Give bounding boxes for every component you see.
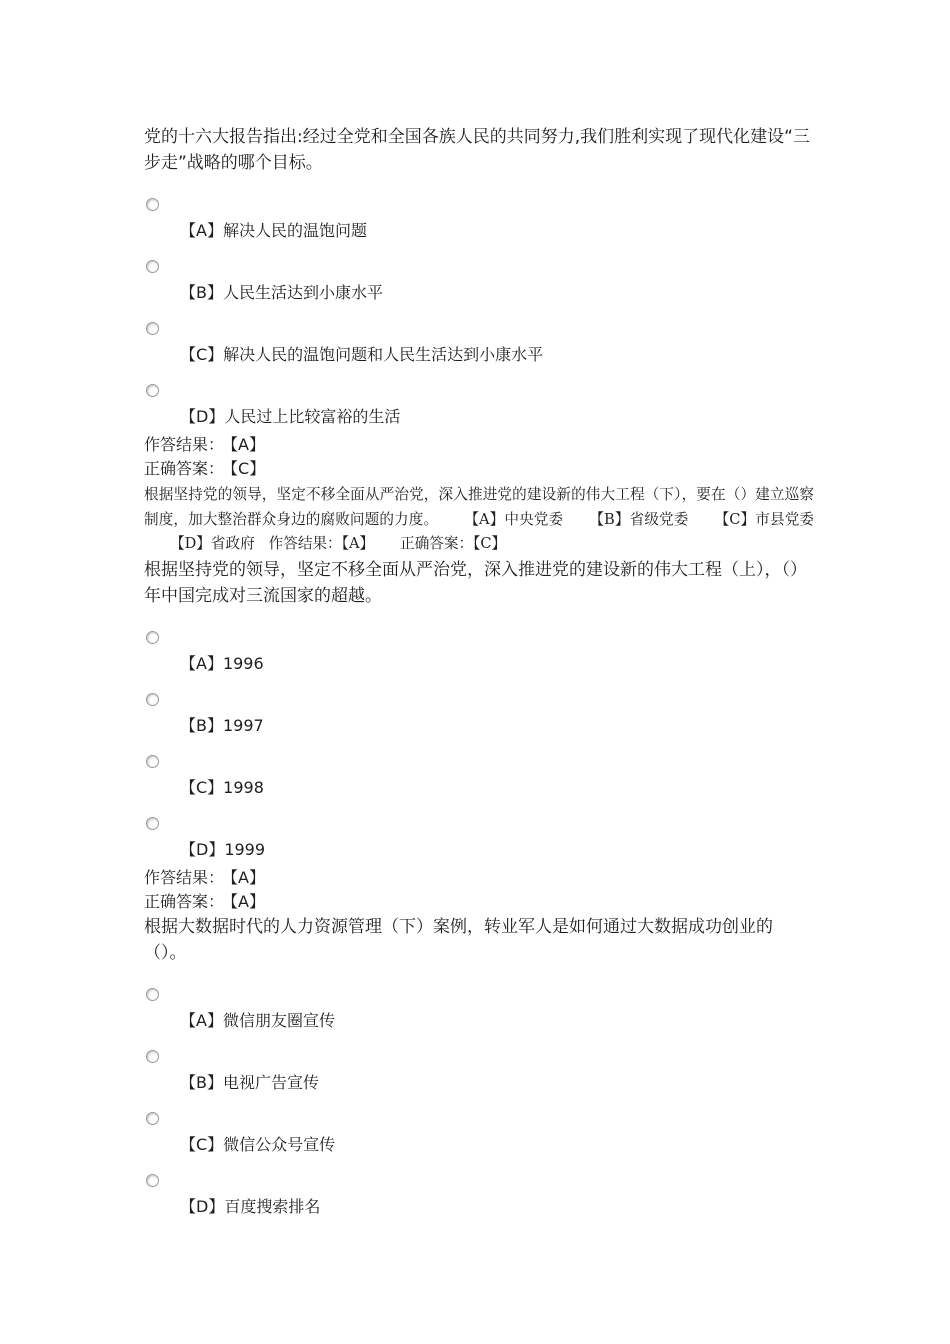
correct-answer-2-value: 【C】: [473, 535, 507, 552]
option-label: 【B】人民生活达到小康水平: [180, 283, 383, 302]
option-label: 【B】1997: [180, 715, 264, 735]
answer-result-2-label: 作答结果：: [268, 535, 342, 552]
radio-icon[interactable]: [146, 384, 159, 397]
option-3d[interactable]: [144, 809, 814, 871]
radio-icon[interactable]: [146, 755, 159, 768]
option-3a[interactable]: [144, 623, 814, 685]
option-label: 【D】1999: [180, 839, 266, 859]
radio-icon[interactable]: [146, 260, 159, 273]
question-2-text: 根据坚持党的领导，坚定不移全面从严治党，深入推进党的建设新的伟大工程（下），要在（）建立巡察制度，加大整治群众身边的腐败问题的力度。: [144, 486, 814, 528]
radio-icon[interactable]: [146, 631, 159, 644]
question-1-options: [144, 190, 814, 438]
option-label: 【A】微信朋友圈宣传: [180, 1010, 335, 1030]
radio-icon[interactable]: [146, 693, 159, 706]
option-1c[interactable]: [144, 314, 814, 376]
radio-icon[interactable]: [146, 1112, 159, 1125]
option-1d[interactable]: [144, 376, 814, 438]
option-label: 【C】微信公众号宣传: [180, 1134, 336, 1154]
option-1b[interactable]: [144, 252, 814, 314]
option-label: 【A】1996: [180, 653, 264, 673]
answer-result-1: 作答结果： 【A】: [144, 435, 265, 454]
option-4b[interactable]: [144, 1042, 814, 1104]
radio-icon[interactable]: [146, 198, 159, 211]
option-label: 【D】人民过上比较富裕的生活: [180, 407, 401, 426]
option-4c[interactable]: [144, 1104, 814, 1166]
radio-icon[interactable]: [146, 322, 159, 335]
option-3c[interactable]: [144, 747, 814, 809]
correct-answer-3: 正确答案： 【A】: [144, 891, 265, 911]
radio-icon[interactable]: [146, 1050, 159, 1063]
option-3b[interactable]: [144, 685, 814, 747]
option-label: 【D】百度搜索排名: [180, 1196, 321, 1216]
question-2-block: [144, 483, 814, 557]
question-4-options: [144, 980, 814, 1228]
option-1a[interactable]: [144, 190, 814, 252]
correct-answer-2-label: 正确答案：: [400, 535, 474, 552]
option-label: 【C】解决人民的温饱问题和人民生活达到小康水平: [180, 345, 544, 364]
radio-icon[interactable]: [146, 817, 159, 830]
option-2d: 【D】省政府: [170, 535, 255, 552]
document-page: [144, 124, 814, 1228]
question-3-text: 根据坚持党的领导，坚定不移全面从严治党，深入推进党的建设新的伟大工程（上），（）年中国完成对三流国家的超越。: [144, 559, 807, 606]
question-3-options: [144, 623, 814, 871]
answer-result-3: 作答结果： 【A】: [144, 867, 265, 887]
radio-icon[interactable]: [146, 988, 159, 1001]
option-2b: 【B】省级党委: [589, 510, 689, 528]
radio-icon[interactable]: [146, 1174, 159, 1187]
option-4a[interactable]: [144, 980, 814, 1042]
question-4-text: 根据大数据时代的人力资源管理（下）案例，转业军人是如何通过大数据成功创业的（）。: [144, 916, 773, 963]
option-4d[interactable]: [144, 1166, 814, 1228]
option-label: 【A】解决人民的温饱问题: [180, 221, 367, 240]
option-2a: 【A】中央党委: [464, 510, 564, 528]
option-label: 【B】电视广告宣传: [180, 1072, 319, 1092]
option-label: 【C】1998: [180, 777, 264, 797]
answer-result-2-value: 【A】: [341, 535, 375, 552]
option-2c: 【C】市县党委: [714, 510, 814, 528]
question-1-text: 党的十六大报告指出:经过全党和全国各族人民的共同努力,我们胜利实现了现代化建设“三步走”战略的哪个目标。: [144, 127, 810, 173]
correct-answer-1: 正确答案： 【C】: [144, 459, 266, 478]
